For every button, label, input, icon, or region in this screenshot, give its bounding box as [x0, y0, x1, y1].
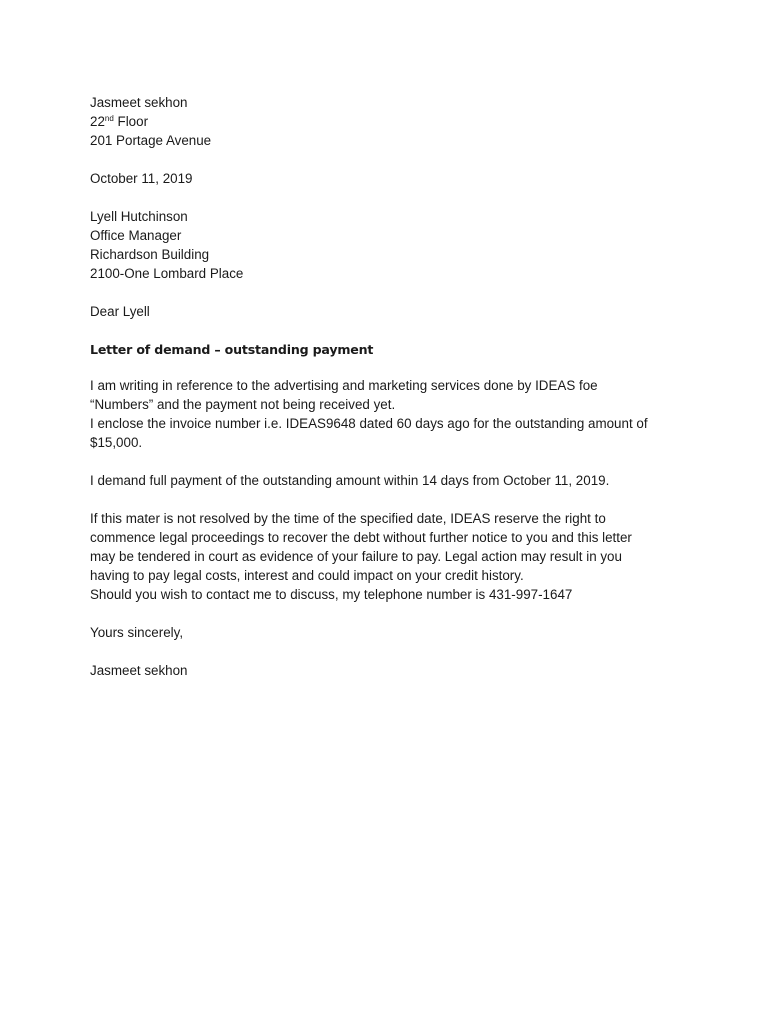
recipient-building: Richardson Building [90, 247, 210, 262]
recipient-address [90, 207, 680, 283]
paragraph-line: $15,000. [90, 435, 143, 450]
paragraph-line: “Numbers” and the payment not being received yet. [90, 397, 396, 412]
letter-body [90, 93, 680, 699]
subject-heading [90, 340, 680, 359]
paragraph-line: commence legal proceedings to recover the debt without further notice to you and this letter [90, 530, 632, 545]
sender-street: 201 Portage Avenue [90, 133, 212, 148]
letter-date [90, 169, 680, 188]
paragraph-line: If this mater is not resolved by the time of the specified date, IDEAS reserve the right to [90, 511, 606, 526]
salutation-text: Dear Lyell [90, 304, 150, 319]
paragraph-line: may be tendered in court as evidence of your failure to pay. Legal action may result in you [90, 549, 622, 564]
signature [90, 661, 680, 680]
paragraph-line: Should you wish to contact me to discuss, my telephone number is 431-997-1647 [90, 587, 573, 602]
sender-floor-number: 22 [90, 114, 105, 129]
sender-floor-suffix: nd [104, 114, 114, 123]
paragraph-line: I am writing in reference to the advertising and marketing services done by IDEAS foe [90, 378, 598, 393]
date-text: October 11, 2019 [90, 171, 193, 186]
recipient-title: Office Manager [90, 228, 182, 243]
closing-text: Yours sincerely, [90, 625, 184, 640]
sender-name: Jasmeet sekhon [90, 95, 188, 110]
closing [90, 623, 680, 642]
recipient-name: Lyell Hutchinson [90, 209, 188, 224]
paragraph-legal [90, 509, 680, 604]
salutation [90, 302, 680, 321]
signature-name: Jasmeet sekhon [90, 663, 188, 678]
paragraph-demand [90, 471, 680, 490]
sender-floor-label: Floor [113, 114, 149, 129]
paragraph-reference [90, 376, 680, 452]
paragraph-line: I demand full payment of the outstanding amount within 14 days from October 11, 2019. [90, 473, 610, 488]
sender-address [90, 93, 680, 150]
sender-floor [90, 112, 680, 131]
subject-text: Letter of demand – outstanding payment [90, 342, 374, 357]
recipient-address-line: 2100-One Lombard Place [90, 266, 244, 281]
paragraph-line: I enclose the invoice number i.e. IDEAS9648 dated 60 days ago for the outstanding amount of [90, 416, 648, 431]
paragraph-line: having to pay legal costs, interest and could impact on your credit history. [90, 568, 524, 583]
